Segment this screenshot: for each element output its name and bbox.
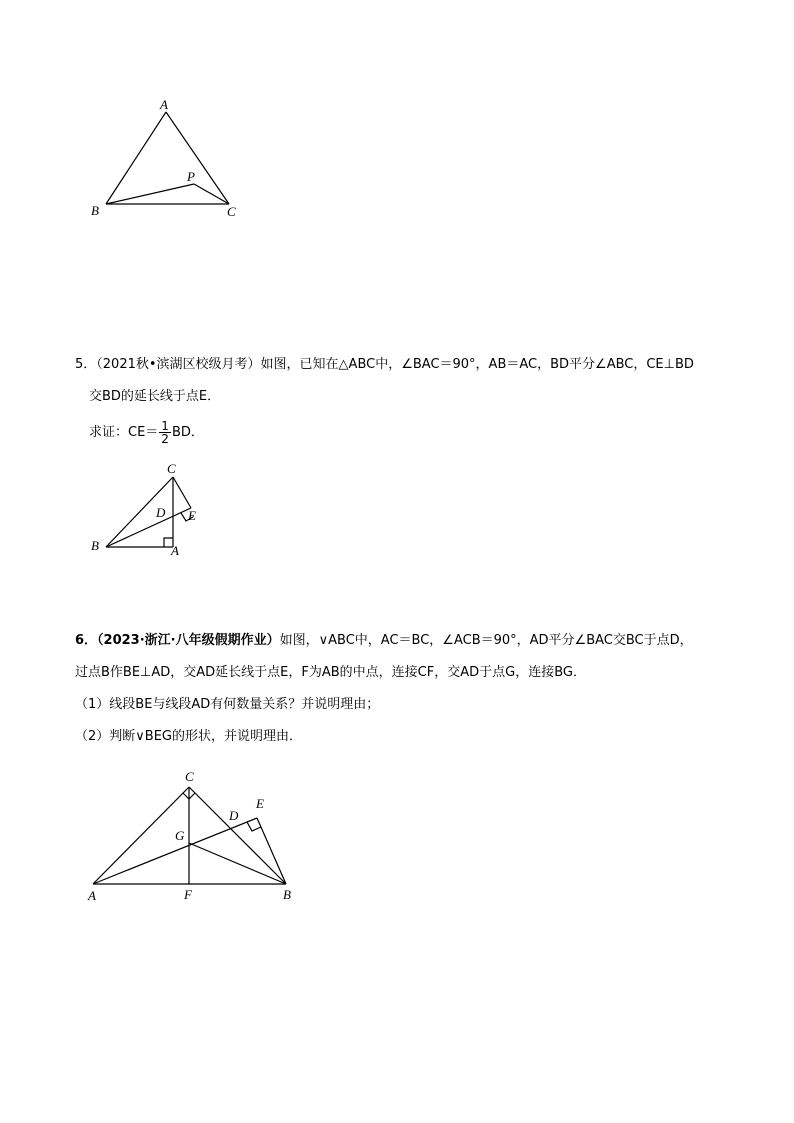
q6-sub1: （1）线段BE与线段AD有何数量关系？并说明理由； <box>75 697 380 712</box>
label-b: B <box>283 887 291 902</box>
label-c: C <box>167 461 176 476</box>
label-c: C <box>185 769 194 784</box>
label-e: E <box>256 796 264 811</box>
q6-stem-line1: 如图，∨ABC中，AC＝BC，∠ACB＝90°，AD平分∠BAC交BC于点D， <box>279 633 693 648</box>
label-d: D <box>156 505 166 520</box>
label-e: E <box>188 508 196 523</box>
q5-number: 5． <box>75 357 97 372</box>
q5-frac-den: 2 <box>161 432 169 446</box>
label-a: A <box>160 97 168 112</box>
figure-q6 <box>80 765 310 910</box>
label-c: C <box>227 204 236 219</box>
label-b: B <box>91 538 99 553</box>
q5-prove-suffix: BD． <box>171 425 204 440</box>
q6-line2: 过点B作BE⊥AD，交AD延长线于点E，F为AB的中点，连接CF，交AD于点G，连接BG． <box>75 665 586 680</box>
triangle-abc-lines <box>106 112 229 204</box>
q5-line1 <box>75 356 694 374</box>
label-a: A <box>171 543 179 558</box>
q5-frac-num: 1 <box>161 419 169 433</box>
q6-sub2: （2）判断∨BEG的形状，并说明理由． <box>75 729 302 744</box>
label-f: F <box>184 887 192 902</box>
label-d: D <box>229 808 239 823</box>
q5-fraction <box>159 420 171 445</box>
figure-triangle-abcp <box>80 95 260 225</box>
figure-q5 <box>80 458 220 558</box>
q5-prove-prefix: 求证：CE＝ <box>89 425 159 440</box>
q6-line1 <box>75 632 693 650</box>
label-p: P <box>187 169 195 184</box>
q5-stem-line1: 如图，已知在△ABC中，∠BAC＝90°，AB＝AC，BD平分∠ABC，CE⊥BD <box>260 357 694 372</box>
q5-figure-lines <box>106 477 193 547</box>
q5-prove <box>89 418 204 448</box>
label-b: B <box>91 203 99 218</box>
q6-number: 6． <box>75 633 98 648</box>
label-g: G <box>175 828 185 843</box>
q6-source: （2023·浙江·八年级假期作业） <box>97 633 280 648</box>
label-a: A <box>88 888 96 903</box>
q5-line2: 交BD的延长线于点E． <box>89 389 221 404</box>
q5-source: （2021秋•滨湖区校级月考） <box>96 357 261 372</box>
